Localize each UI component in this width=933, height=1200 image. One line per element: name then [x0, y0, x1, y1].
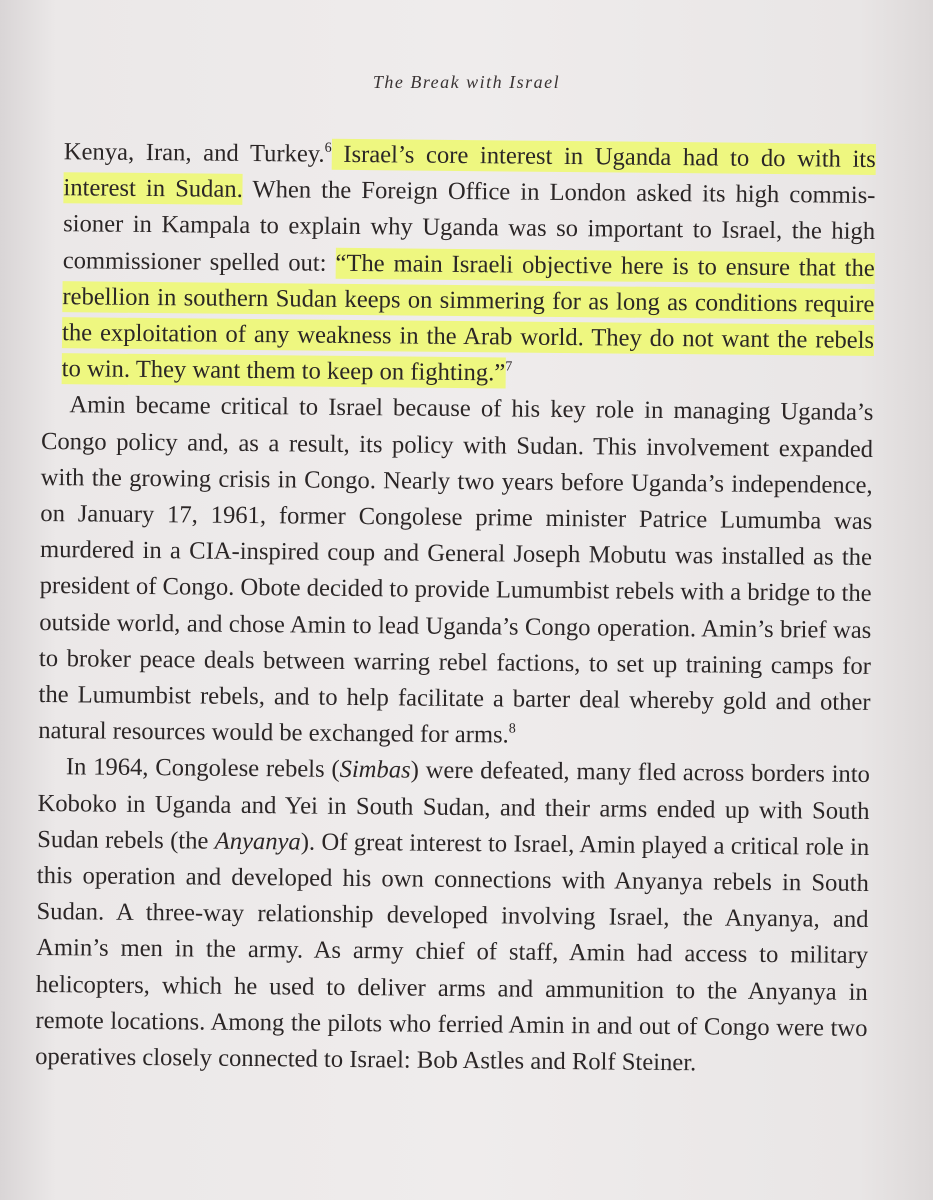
footnote-ref: 8: [508, 721, 516, 737]
highlighted-text: “The main Israeli objective here is to ensure that the rebellion in southern Sudan keeps on simmering for as long as conditions require the exploitation of any weakness in the Arab world. They do not want the rebels to win. They want them to keep on fighting.”: [61, 249, 875, 387]
footnote-ref: 6: [324, 140, 332, 156]
text-run: Amin became critical to Israel because of his key role in managing Uganda’s Congo policy and, as a result, its policy with Sudan. This involvement expanded with the growing crisis in Congo. Nearly two years before Uganda’s independence, on January 17, 1961, former Congolese prime minister Patrice Lumumba was murdered in a CIA-inspired coup and General Joseph Mobutu was installed as the president of Congo. Obote decided to provide Lumumbist rebels with a bridge to the outside world, and chose Amin to lead Uganda’s Congo operation. Amin’s brief was to broker peace deals between warring rebel factions, to set up training camps for the Lumumbist rebels, and to help facilitate a barter deal whereby gold and other natural resources would be exchanged for arms.: [38, 391, 874, 749]
text-run: Kenya, Iran, and Turkey.: [63, 138, 325, 168]
body-text: [35, 134, 876, 1083]
italic-term: Anyanya: [214, 827, 301, 856]
paragraph-3: [35, 749, 870, 1083]
italic-term: Simbas: [339, 756, 411, 785]
text-run: In 1964, Congolese rebels (: [65, 753, 340, 784]
text-run: ) were defeated, many fled across borders into Koboko in Uganda and Yei in South Sudan, and their arms ended up with South Sudan rebels (the: [37, 757, 871, 855]
text-run: When the Foreign Office in London asked its high commissioner in Kampala to explain why Uganda was so important to Israel, the high commissioner spelled out:: [62, 176, 876, 277]
text-run: ). Of great interest to Israel, Amin played a critical role in this operation and developed his own connections with Anyanya rebels in South Sudan. A three-way relationship developed involving Israel, the Anyanya, and Amin’s men in the army. As army chief of staff, Amin had access to military helicopters, which he used to deliver arms and ammunition to the Anyanya in remote locations. Among the pilots who ferried Amin in and out of Congo were two operatives closely connected to Israel: Bob Astles and Rolf Steiner.: [35, 828, 870, 1077]
footnote-ref: 7: [505, 359, 513, 375]
paragraph-1: [42, 134, 876, 395]
paragraph-2: [38, 387, 873, 757]
running-head: The Break with Israel: [372, 72, 561, 92]
highlighted-text: Israel’s core interest in Uganda had to do with its interest in Sudan.: [63, 140, 876, 204]
